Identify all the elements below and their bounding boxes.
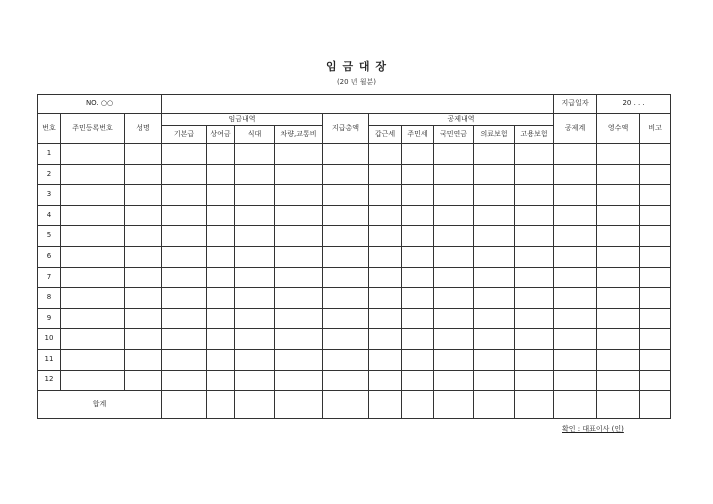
entry-cell[interactable]	[597, 205, 640, 226]
entry-cell[interactable]	[275, 185, 323, 206]
entry-cell[interactable]	[515, 308, 554, 329]
row-number: 3	[38, 185, 61, 206]
row-number: 6	[38, 246, 61, 267]
entry-cell[interactable]	[402, 308, 434, 329]
entry-cell[interactable]	[640, 267, 671, 288]
row-number: 4	[38, 205, 61, 226]
entry-cell[interactable]	[323, 329, 369, 350]
entry-cell[interactable]	[61, 370, 125, 391]
entry-cell[interactable]	[61, 329, 125, 350]
entry-cell[interactable]	[162, 226, 207, 247]
col-deduction-total-header: 공제계	[554, 114, 597, 144]
entry-cell[interactable]	[515, 349, 554, 370]
entry-cell[interactable]	[207, 308, 235, 329]
entry-cell[interactable]	[554, 370, 597, 391]
row-number: 9	[38, 308, 61, 329]
entry-cell[interactable]	[597, 144, 640, 165]
entry-cell[interactable]	[369, 370, 402, 391]
entry-cell[interactable]	[207, 288, 235, 309]
entry-cell[interactable]	[162, 370, 207, 391]
entry-cell[interactable]	[323, 205, 369, 226]
total-cell[interactable]	[640, 391, 671, 419]
deduction-group-header: 공제내역	[369, 114, 554, 126]
entry-cell[interactable]	[369, 226, 402, 247]
entry-cell[interactable]	[125, 329, 162, 350]
entry-cell[interactable]	[162, 308, 207, 329]
entry-cell[interactable]	[474, 226, 515, 247]
entry-cell[interactable]	[597, 164, 640, 185]
col-number-header: 번호	[38, 114, 61, 144]
entry-cell[interactable]	[402, 205, 434, 226]
entry-cell[interactable]	[235, 329, 275, 350]
entry-cell[interactable]	[323, 164, 369, 185]
col-remarks-header: 비고	[640, 114, 671, 144]
entry-cell[interactable]	[162, 205, 207, 226]
entry-cell[interactable]	[402, 370, 434, 391]
total-cell[interactable]	[275, 391, 323, 419]
entry-cell[interactable]	[554, 144, 597, 165]
entry-cell[interactable]	[597, 308, 640, 329]
entry-cell[interactable]	[61, 185, 125, 206]
entry-cell[interactable]	[597, 267, 640, 288]
entry-cell[interactable]	[61, 246, 125, 267]
entry-cell[interactable]	[554, 329, 597, 350]
entry-cell[interactable]	[474, 308, 515, 329]
entry-cell[interactable]	[515, 288, 554, 309]
entry-cell[interactable]	[402, 144, 434, 165]
row-number: 1	[38, 144, 61, 165]
entry-cell[interactable]	[275, 144, 323, 165]
entry-cell[interactable]	[434, 288, 474, 309]
entry-cell[interactable]	[474, 370, 515, 391]
entry-cell[interactable]	[434, 185, 474, 206]
entry-cell[interactable]	[162, 329, 207, 350]
entry-cell[interactable]	[434, 370, 474, 391]
total-cell[interactable]	[434, 391, 474, 419]
entry-cell[interactable]	[434, 267, 474, 288]
entry-cell[interactable]	[162, 288, 207, 309]
entry-cell[interactable]	[640, 288, 671, 309]
entry-cell[interactable]	[323, 226, 369, 247]
col-pension-header: 국민연금	[434, 126, 474, 144]
col-health-insurance-header: 의료보험	[474, 126, 515, 144]
entry-cell[interactable]	[554, 349, 597, 370]
entry-cell[interactable]	[597, 226, 640, 247]
table-row	[38, 226, 671, 247]
entry-cell[interactable]	[125, 370, 162, 391]
entry-cell[interactable]	[369, 267, 402, 288]
entry-cell[interactable]	[162, 185, 207, 206]
row-number: 5	[38, 226, 61, 247]
entry-cell[interactable]	[61, 267, 125, 288]
entry-cell[interactable]	[323, 349, 369, 370]
wage-ledger-table	[37, 94, 671, 419]
entry-cell[interactable]	[554, 185, 597, 206]
row-number: 10	[38, 329, 61, 350]
entry-cell[interactable]	[515, 370, 554, 391]
table-row	[38, 349, 671, 370]
entry-cell[interactable]	[235, 144, 275, 165]
entry-cell[interactable]	[515, 205, 554, 226]
col-transport-header: 차량,교통비	[275, 126, 323, 144]
entry-cell[interactable]	[207, 349, 235, 370]
entry-cell[interactable]	[235, 288, 275, 309]
total-cell[interactable]	[369, 391, 402, 419]
entry-cell[interactable]	[515, 329, 554, 350]
entry-cell[interactable]	[207, 370, 235, 391]
entry-cell[interactable]	[323, 267, 369, 288]
entry-cell[interactable]	[554, 205, 597, 226]
total-cell[interactable]	[402, 391, 434, 419]
entry-cell[interactable]	[323, 144, 369, 165]
entry-cell[interactable]	[474, 288, 515, 309]
entry-cell[interactable]	[554, 267, 597, 288]
entry-cell[interactable]	[207, 226, 235, 247]
entry-cell[interactable]	[640, 144, 671, 165]
entry-cell[interactable]	[207, 185, 235, 206]
entry-cell[interactable]	[554, 308, 597, 329]
entry-cell[interactable]	[323, 185, 369, 206]
entry-cell[interactable]	[434, 164, 474, 185]
entry-cell[interactable]	[402, 246, 434, 267]
entry-cell[interactable]	[61, 226, 125, 247]
entry-cell[interactable]	[125, 185, 162, 206]
entry-cell[interactable]	[275, 164, 323, 185]
entry-cell[interactable]	[125, 267, 162, 288]
table-row	[38, 185, 671, 206]
entry-cell[interactable]	[597, 349, 640, 370]
entry-cell[interactable]	[515, 144, 554, 165]
payment-date-field[interactable]: 20 . . .	[597, 95, 671, 114]
entry-cell[interactable]	[640, 246, 671, 267]
entry-cell[interactable]	[402, 226, 434, 247]
entry-cell[interactable]	[162, 267, 207, 288]
entry-cell[interactable]	[554, 288, 597, 309]
entry-cell[interactable]	[474, 144, 515, 165]
entry-cell[interactable]	[640, 329, 671, 350]
entry-cell[interactable]	[369, 349, 402, 370]
entry-cell[interactable]	[235, 267, 275, 288]
entry-cell[interactable]	[597, 329, 640, 350]
entry-cell[interactable]	[323, 246, 369, 267]
entry-cell[interactable]	[597, 370, 640, 391]
entry-cell[interactable]	[640, 370, 671, 391]
entry-cell[interactable]	[640, 185, 671, 206]
entry-cell[interactable]	[235, 185, 275, 206]
entry-cell[interactable]	[369, 205, 402, 226]
total-cell[interactable]	[162, 391, 207, 419]
entry-cell[interactable]	[207, 164, 235, 185]
entry-cell[interactable]	[207, 144, 235, 165]
total-cell[interactable]	[235, 391, 275, 419]
entry-cell[interactable]	[474, 246, 515, 267]
entry-cell[interactable]	[275, 267, 323, 288]
entry-cell[interactable]	[515, 185, 554, 206]
entry-cell[interactable]	[597, 288, 640, 309]
entry-cell[interactable]	[434, 205, 474, 226]
row-number: 8	[38, 288, 61, 309]
entry-cell[interactable]	[434, 226, 474, 247]
entry-cell[interactable]	[61, 144, 125, 165]
table-row	[38, 205, 671, 226]
entry-cell[interactable]	[554, 164, 597, 185]
entry-cell[interactable]	[434, 329, 474, 350]
col-resident-id-header: 주민등록번호	[61, 114, 125, 144]
table-row	[38, 288, 671, 309]
payment-date-label: 지급일자	[554, 95, 597, 114]
entry-cell[interactable]	[207, 246, 235, 267]
col-total-pay-header: 지급총액	[323, 114, 369, 144]
col-income-tax-header: 갑근세	[369, 126, 402, 144]
entry-cell[interactable]	[235, 205, 275, 226]
entry-cell[interactable]	[275, 205, 323, 226]
entry-cell[interactable]	[402, 185, 434, 206]
entry-cell[interactable]	[275, 288, 323, 309]
col-meal-header: 식대	[235, 126, 275, 144]
entry-cell[interactable]	[515, 267, 554, 288]
col-bonus-header: 상여금	[207, 126, 235, 144]
entry-cell[interactable]	[474, 205, 515, 226]
entry-cell[interactable]	[597, 185, 640, 206]
col-received-header: 영수액	[597, 114, 640, 144]
table-row	[38, 370, 671, 391]
entry-cell[interactable]	[323, 370, 369, 391]
entry-cell[interactable]	[640, 226, 671, 247]
table-row	[38, 267, 671, 288]
entry-cell[interactable]	[162, 164, 207, 185]
total-row	[38, 391, 671, 419]
total-cell[interactable]	[474, 391, 515, 419]
entry-cell[interactable]	[235, 370, 275, 391]
entry-cell[interactable]	[474, 164, 515, 185]
row-number: 7	[38, 267, 61, 288]
total-cell[interactable]	[597, 391, 640, 419]
wage-group-header: 임금내역	[162, 114, 323, 126]
row-number: 12	[38, 370, 61, 391]
entry-cell[interactable]	[474, 267, 515, 288]
row-number: 2	[38, 164, 61, 185]
entry-cell[interactable]	[61, 288, 125, 309]
entry-cell[interactable]	[275, 226, 323, 247]
entry-cell[interactable]	[474, 185, 515, 206]
entry-cell[interactable]	[162, 349, 207, 370]
entry-cell[interactable]	[125, 205, 162, 226]
entry-cell[interactable]	[640, 164, 671, 185]
entry-cell[interactable]	[554, 246, 597, 267]
entry-cell[interactable]	[125, 349, 162, 370]
entry-cell[interactable]	[207, 205, 235, 226]
entry-cell[interactable]	[125, 246, 162, 267]
entry-cell[interactable]	[369, 246, 402, 267]
col-employment-insurance-header: 고용보험	[515, 126, 554, 144]
entry-cell[interactable]	[402, 267, 434, 288]
entry-cell[interactable]	[434, 144, 474, 165]
row-number: 11	[38, 349, 61, 370]
total-cell[interactable]	[515, 391, 554, 419]
entry-cell[interactable]	[125, 144, 162, 165]
entry-cell[interactable]	[434, 349, 474, 370]
entry-cell[interactable]	[515, 164, 554, 185]
entry-cell[interactable]	[125, 308, 162, 329]
entry-cell[interactable]	[369, 329, 402, 350]
entry-cell[interactable]	[369, 144, 402, 165]
entry-cell[interactable]	[235, 164, 275, 185]
entry-cell[interactable]	[207, 329, 235, 350]
entry-cell[interactable]	[640, 205, 671, 226]
entry-cell[interactable]	[402, 288, 434, 309]
entry-cell[interactable]	[640, 308, 671, 329]
table-row	[38, 246, 671, 267]
header-blank-cell	[162, 95, 554, 114]
period-subtitle: (20 년 월분)	[336, 78, 377, 86]
entry-cell[interactable]	[434, 246, 474, 267]
entry-cell[interactable]	[402, 329, 434, 350]
entry-cell[interactable]	[554, 226, 597, 247]
entry-cell[interactable]	[275, 308, 323, 329]
entry-cell[interactable]	[402, 164, 434, 185]
entry-cell[interactable]	[61, 205, 125, 226]
total-cell[interactable]	[207, 391, 235, 419]
table-row	[38, 308, 671, 329]
entry-cell[interactable]	[162, 144, 207, 165]
entry-cell[interactable]	[515, 226, 554, 247]
representative-confirmation: 확인 : 대표이사 (인)	[562, 425, 624, 433]
table-row	[38, 329, 671, 350]
entry-cell[interactable]	[235, 349, 275, 370]
col-resident-tax-header: 주민세	[402, 126, 434, 144]
entry-cell[interactable]	[597, 246, 640, 267]
entry-cell[interactable]	[474, 349, 515, 370]
entry-cell[interactable]	[61, 308, 125, 329]
document-title: 임 금 대 장	[326, 60, 387, 73]
entry-cell[interactable]	[125, 164, 162, 185]
total-cell[interactable]	[323, 391, 369, 419]
entry-cell[interactable]	[235, 226, 275, 247]
entry-cell[interactable]	[402, 349, 434, 370]
entry-cell[interactable]	[369, 288, 402, 309]
entry-cell[interactable]	[235, 246, 275, 267]
entry-cell[interactable]	[275, 329, 323, 350]
entry-cell[interactable]	[235, 308, 275, 329]
entry-cell[interactable]	[125, 226, 162, 247]
table-row	[38, 164, 671, 185]
entry-cell[interactable]	[61, 164, 125, 185]
entry-cell[interactable]	[61, 349, 125, 370]
table-row	[38, 144, 671, 165]
entry-cell[interactable]	[125, 288, 162, 309]
entry-cell[interactable]	[275, 246, 323, 267]
total-cell[interactable]	[554, 391, 597, 419]
col-name-header: 성명	[125, 114, 162, 144]
entry-cell[interactable]	[275, 349, 323, 370]
ledger-no-label: NO. ○○	[38, 95, 162, 114]
entry-cell[interactable]	[640, 349, 671, 370]
entry-cell[interactable]	[162, 246, 207, 267]
entry-cell[interactable]	[369, 308, 402, 329]
entry-cell[interactable]	[275, 370, 323, 391]
entry-cell[interactable]	[207, 267, 235, 288]
entry-cell[interactable]	[474, 329, 515, 350]
entry-cell[interactable]	[323, 288, 369, 309]
entry-cell[interactable]	[369, 185, 402, 206]
entry-cell[interactable]	[323, 308, 369, 329]
col-base-pay-header: 기본급	[162, 126, 207, 144]
total-label: 합계	[38, 391, 162, 419]
entry-cell[interactable]	[515, 246, 554, 267]
entry-cell[interactable]	[434, 308, 474, 329]
entry-cell[interactable]	[369, 164, 402, 185]
